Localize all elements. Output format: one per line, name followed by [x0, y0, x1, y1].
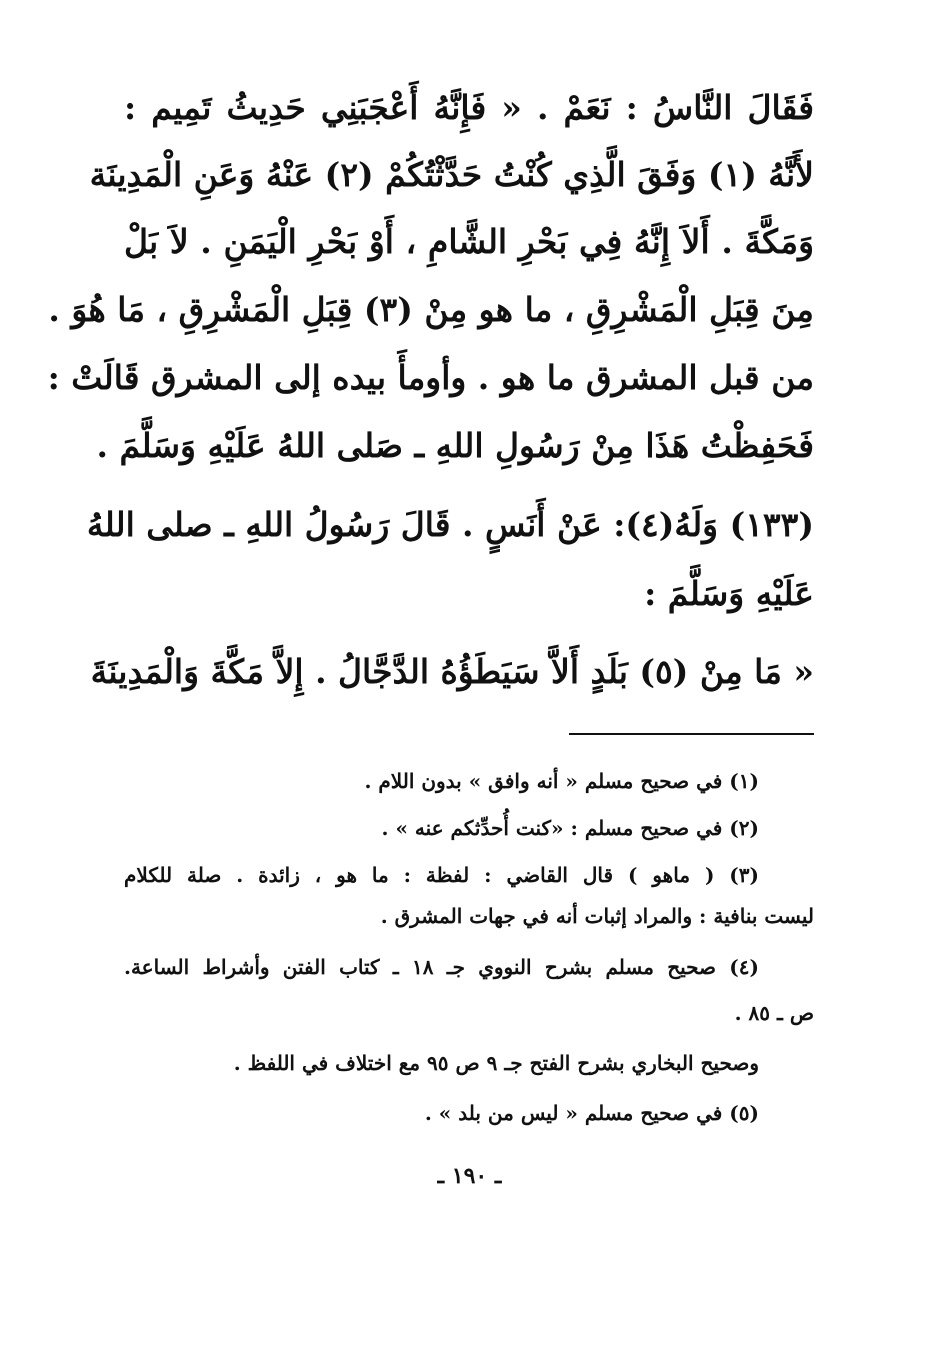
footnote-4-cont: ص ـ ٨٥ .	[734, 1001, 814, 1025]
text-line: لأَنَّهُ (١) وَفَقَ الَّذِي كُنْتُ حَدَّثْتُكُمْ (٢) عَنْهُ وَعَنِ الْمَدِينَة	[89, 155, 814, 194]
text-line: فَحَفِظْتُ هَذَا مِنْ رَسُولِ اللهِ ـ صَلى اللهُ عَلَيْهِ وَسَلَّمَ .	[96, 426, 814, 465]
text-line: « مَا مِنْ (٥) بَلَدٍ أَلاَّ سَيَطَؤُهُ الدَّجَّالُ . إِلاَّ مَكَّةَ وَالْمَدِينَةَ	[90, 652, 814, 691]
footnote-3-cont: ليست بنافية : والمراد إثبات أنه في جهات المشرق .	[380, 904, 814, 928]
text-line: عَلَيْهِ وَسَلَّمَ :	[644, 574, 814, 613]
text-line: مِنَ قِبَلِ الْمَشْرِقِ ، ما هو مِنْ (٣) قِبَلِ الْمَشْرِقِ ، مَا هُوَ .	[48, 290, 814, 329]
page-number: ـ ١٩٠ ـ	[437, 1163, 502, 1189]
footnote-3: (٣) ( ماهو ) قال القاضي : لفظة : ما هو ، زائدة . صلة للكلام	[124, 863, 759, 887]
hadith-heading-line: (١٣٣) وَلَهُ(٤): عَنْ أَنَسٍ . قَالَ رَسُولُ اللهِ ـ صلى اللهُ	[86, 505, 814, 544]
text-line: من قبل المشرق ما هو . وأومأَ بيده إلى المشرق قَالَتْ :	[47, 358, 814, 397]
footnote-5: (٥) في صحيح مسلم « ليس من بلد » .	[424, 1101, 759, 1125]
text-line: فَقَالَ النَّاسُ : نَعَمْ . « فَإِنَّهُ أَعْجَبَنِي حَدِيثُ تَمِيم :	[124, 88, 814, 127]
footnote-divider	[569, 733, 814, 735]
footnote-4: (٤) صحيح مسلم بشرح النووي جـ ١٨ ـ كتاب الفتن وأشراط الساعة.	[124, 955, 759, 979]
footnote-2: (٢) في صحيح مسلم : «كنت أُحدِّثكم عنه » .	[381, 816, 759, 840]
text-line: وَمَكَّةَ . أَلاَ إِنَّهُ فِي بَحْرِ الشَّامِ ، أَوْ بَحْرِ الْيَمَنِ . لاَ بَلْ	[124, 222, 814, 261]
footnote-1: (١) في صحيح مسلم « أنه وافق » بدون اللام .	[364, 769, 759, 793]
footnote-4-extra: وصحيح البخاري بشرح الفتح جـ ٩ ص ٩٥ مع اختلاف في اللفظ .	[233, 1051, 759, 1075]
